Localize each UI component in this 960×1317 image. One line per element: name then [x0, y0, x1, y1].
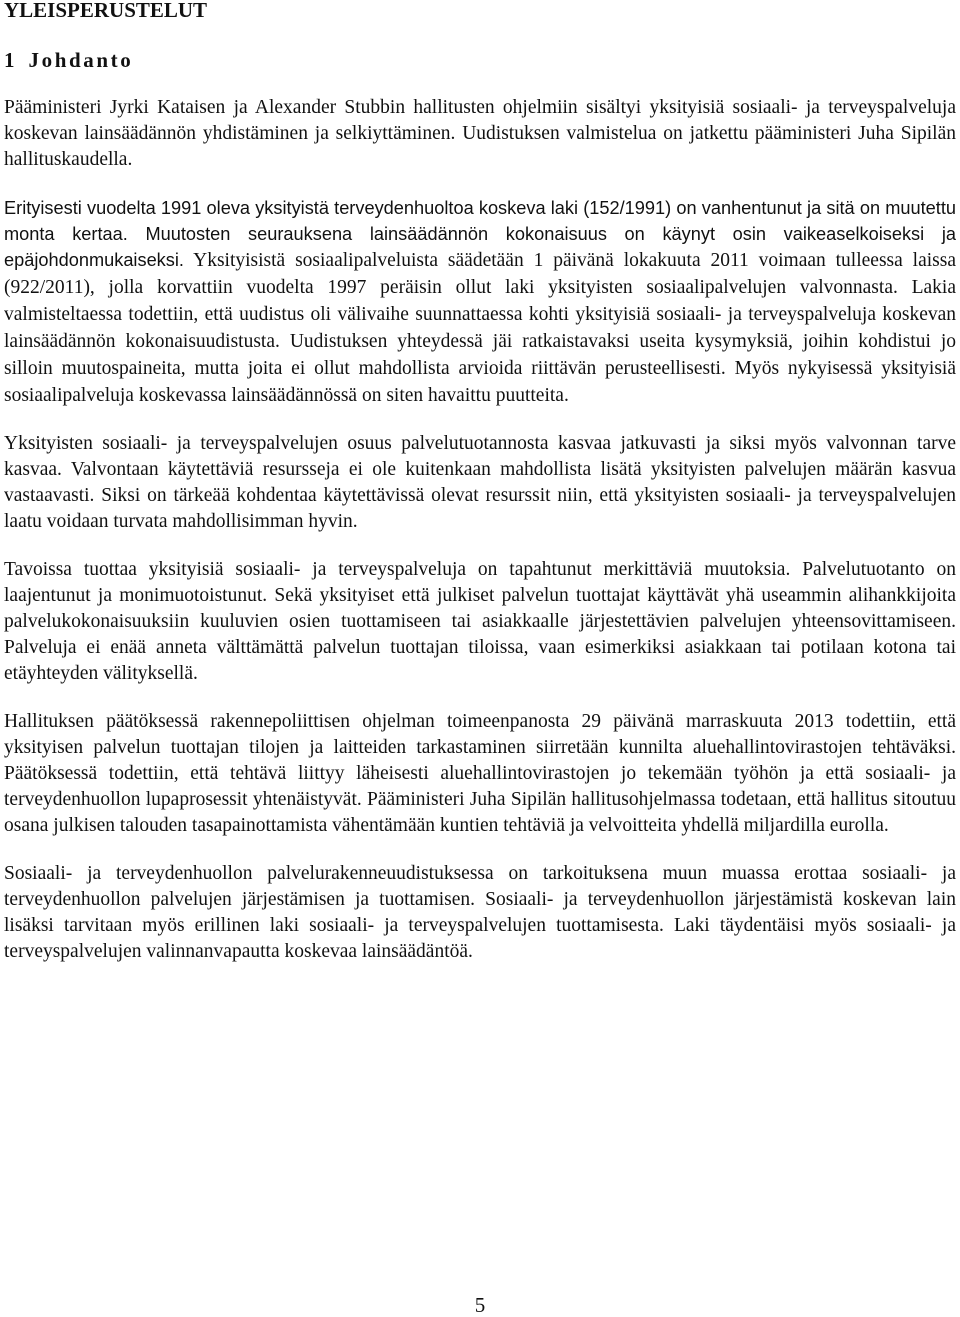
paragraph-5: Hallituksen päätöksessä rakennepoliittisen ohjelman toimeenpanosta 29 päivänä marraskuuta 2013 todettiin, että yksityisen palvelun tuottajan tilojen ja laitteiden tarkastaminen siirretään kunnilta aluehallintovirastojen tehtäväksi. Päätöksessä todettiin, että tehtävä liittyy läheisesti aluehallintovirastojen jo tekemään työhön ja että sosiaali- ja terveydenhuollon lupaprosessit yhtenäistyvät. Pääministeri Juha Sipilän hallitusohjelmassa todetaan, että hallitus sitoutuu osana julkisen talouden tasapainottamista vähentämään kuntien tehtäviä ja velvoitteita yhdellä miljardilla eurolla. [4, 711, 956, 836]
paragraph-2 [4, 195, 956, 409]
paragraph-1: Pääministeri Jyrki Kataisen ja Alexander Stubbin hallitusten ohjelmiin sisältyi yksityisiä sosiaali- ja terveyspalveluja koskevan lainsäädännön yhdistäminen ja selkiyttäminen. Uudistuksen valmistelua on jatkettu pääministeri Juha Sipilän hallituskaudella. [4, 97, 956, 170]
paragraph-3: Yksityisten sosiaali- ja terveyspalvelujen osuus palvelutuotannosta kasvaa jatkuvasti ja siksi myös valvonnan tarve kasvaa. Valvontaan käytettäviä resursseja ei ole kuitenkaan mahdollista lisätä yksityisten palvelujen määrän kasvua vastaavasti. Siksi on tärkeää kohdentaa käytettävissä olevat resurssit niin, että yksityisten sosiaali- ja terveyspalvelujen laatu voidaan turvata mahdollisimman hyvin. [4, 433, 956, 532]
document-heading: YLEISPERUSTELUT [4, 0, 208, 22]
section-number: 1 [4, 48, 15, 72]
paragraph-2-serif-part: Yksityisistä sosiaalipalveluista säädetään 1 päivänä lokakuuta 2011 voimaan tulleessa laissa (922/2011), jolla korvattiin vuodelta 1997 peräisin ollut laki yksityisten sosiaalipalvelujen valvonnasta. Lakia valmisteltaessa todettiin, että uudistus oli välivaihe suunnattaessa kohti yksityisiä sosiaali- ja terveyspalveluja koskevan lainsäädännön kokonaisuudistusta. Uudistuksen yhteydessä jäi ratkaistavaksi useita kysymyksiä, joihin kohdistui jo silloin muutospaineita, mutta joita ei ollut mahdollista arvioida riittävän perusteellisesti. Myös nykyisessä yksityisiä sosiaalipalveluja koskevassa lainsäädännössä on siten havaittu puutteita. [4, 250, 956, 406]
section-title: Johdanto [28, 48, 134, 72]
body-text [4, 95, 956, 987]
page-number: 5 [474, 1293, 486, 1317]
paragraph-4: Tavoissa tuottaa yksityisiä sosiaali- ja terveyspalveluja on tapahtunut merkittäviä muutoksia. Palvelutuotanto on laajentunut ja monimuotoistunut. Sekä yksityiset että julkiset palvelun tuottajat käyttävät yhä useammin alihankkijoita palvelukokonaisuuksiin kuuluvien osien tuottamiseen tai asiakkaalle järjestettävien palvelujen yhteensovittamiseen. Palveluja ei enää anneta välttämättä palvelun tuottajan tiloissa, vaan esimerkiksi asiakkaan tai potilaan kotona tai etäyhteyden välityksellä. [4, 559, 956, 684]
paragraph-2-sans-part: Erityisesti vuodelta 1991 oleva yksityistä terveydenhuoltoa koskeva laki (152/1991) on vanhentunut ja sitä on muutettu monta kertaa. Muutosten seurauksena lainsäädännön kokonaisuus on käynyt osin vaikeaselkoiseksi ja epäjohdonmukaiseksi. [4, 198, 956, 270]
section-heading [4, 48, 133, 72]
paragraph-6: Sosiaali- ja terveydenhuollon palvelurakenneuudistuksessa on tarkoituksena muun muassa erottaa sosiaali- ja terveydenhuollon palvelujen järjestämisen ja tuottamisen. Sosiaali- ja terveydenhuollon järjestämistä koskevan lain lisäksi tarvitaan myös erillinen laki sosiaali- ja terveyspalvelujen tuottamisesta. Laki täydentäisi myös sosiaali- ja terveyspalvelujen valinnanvapautta koskevaa lainsäädäntöä. [4, 863, 956, 962]
